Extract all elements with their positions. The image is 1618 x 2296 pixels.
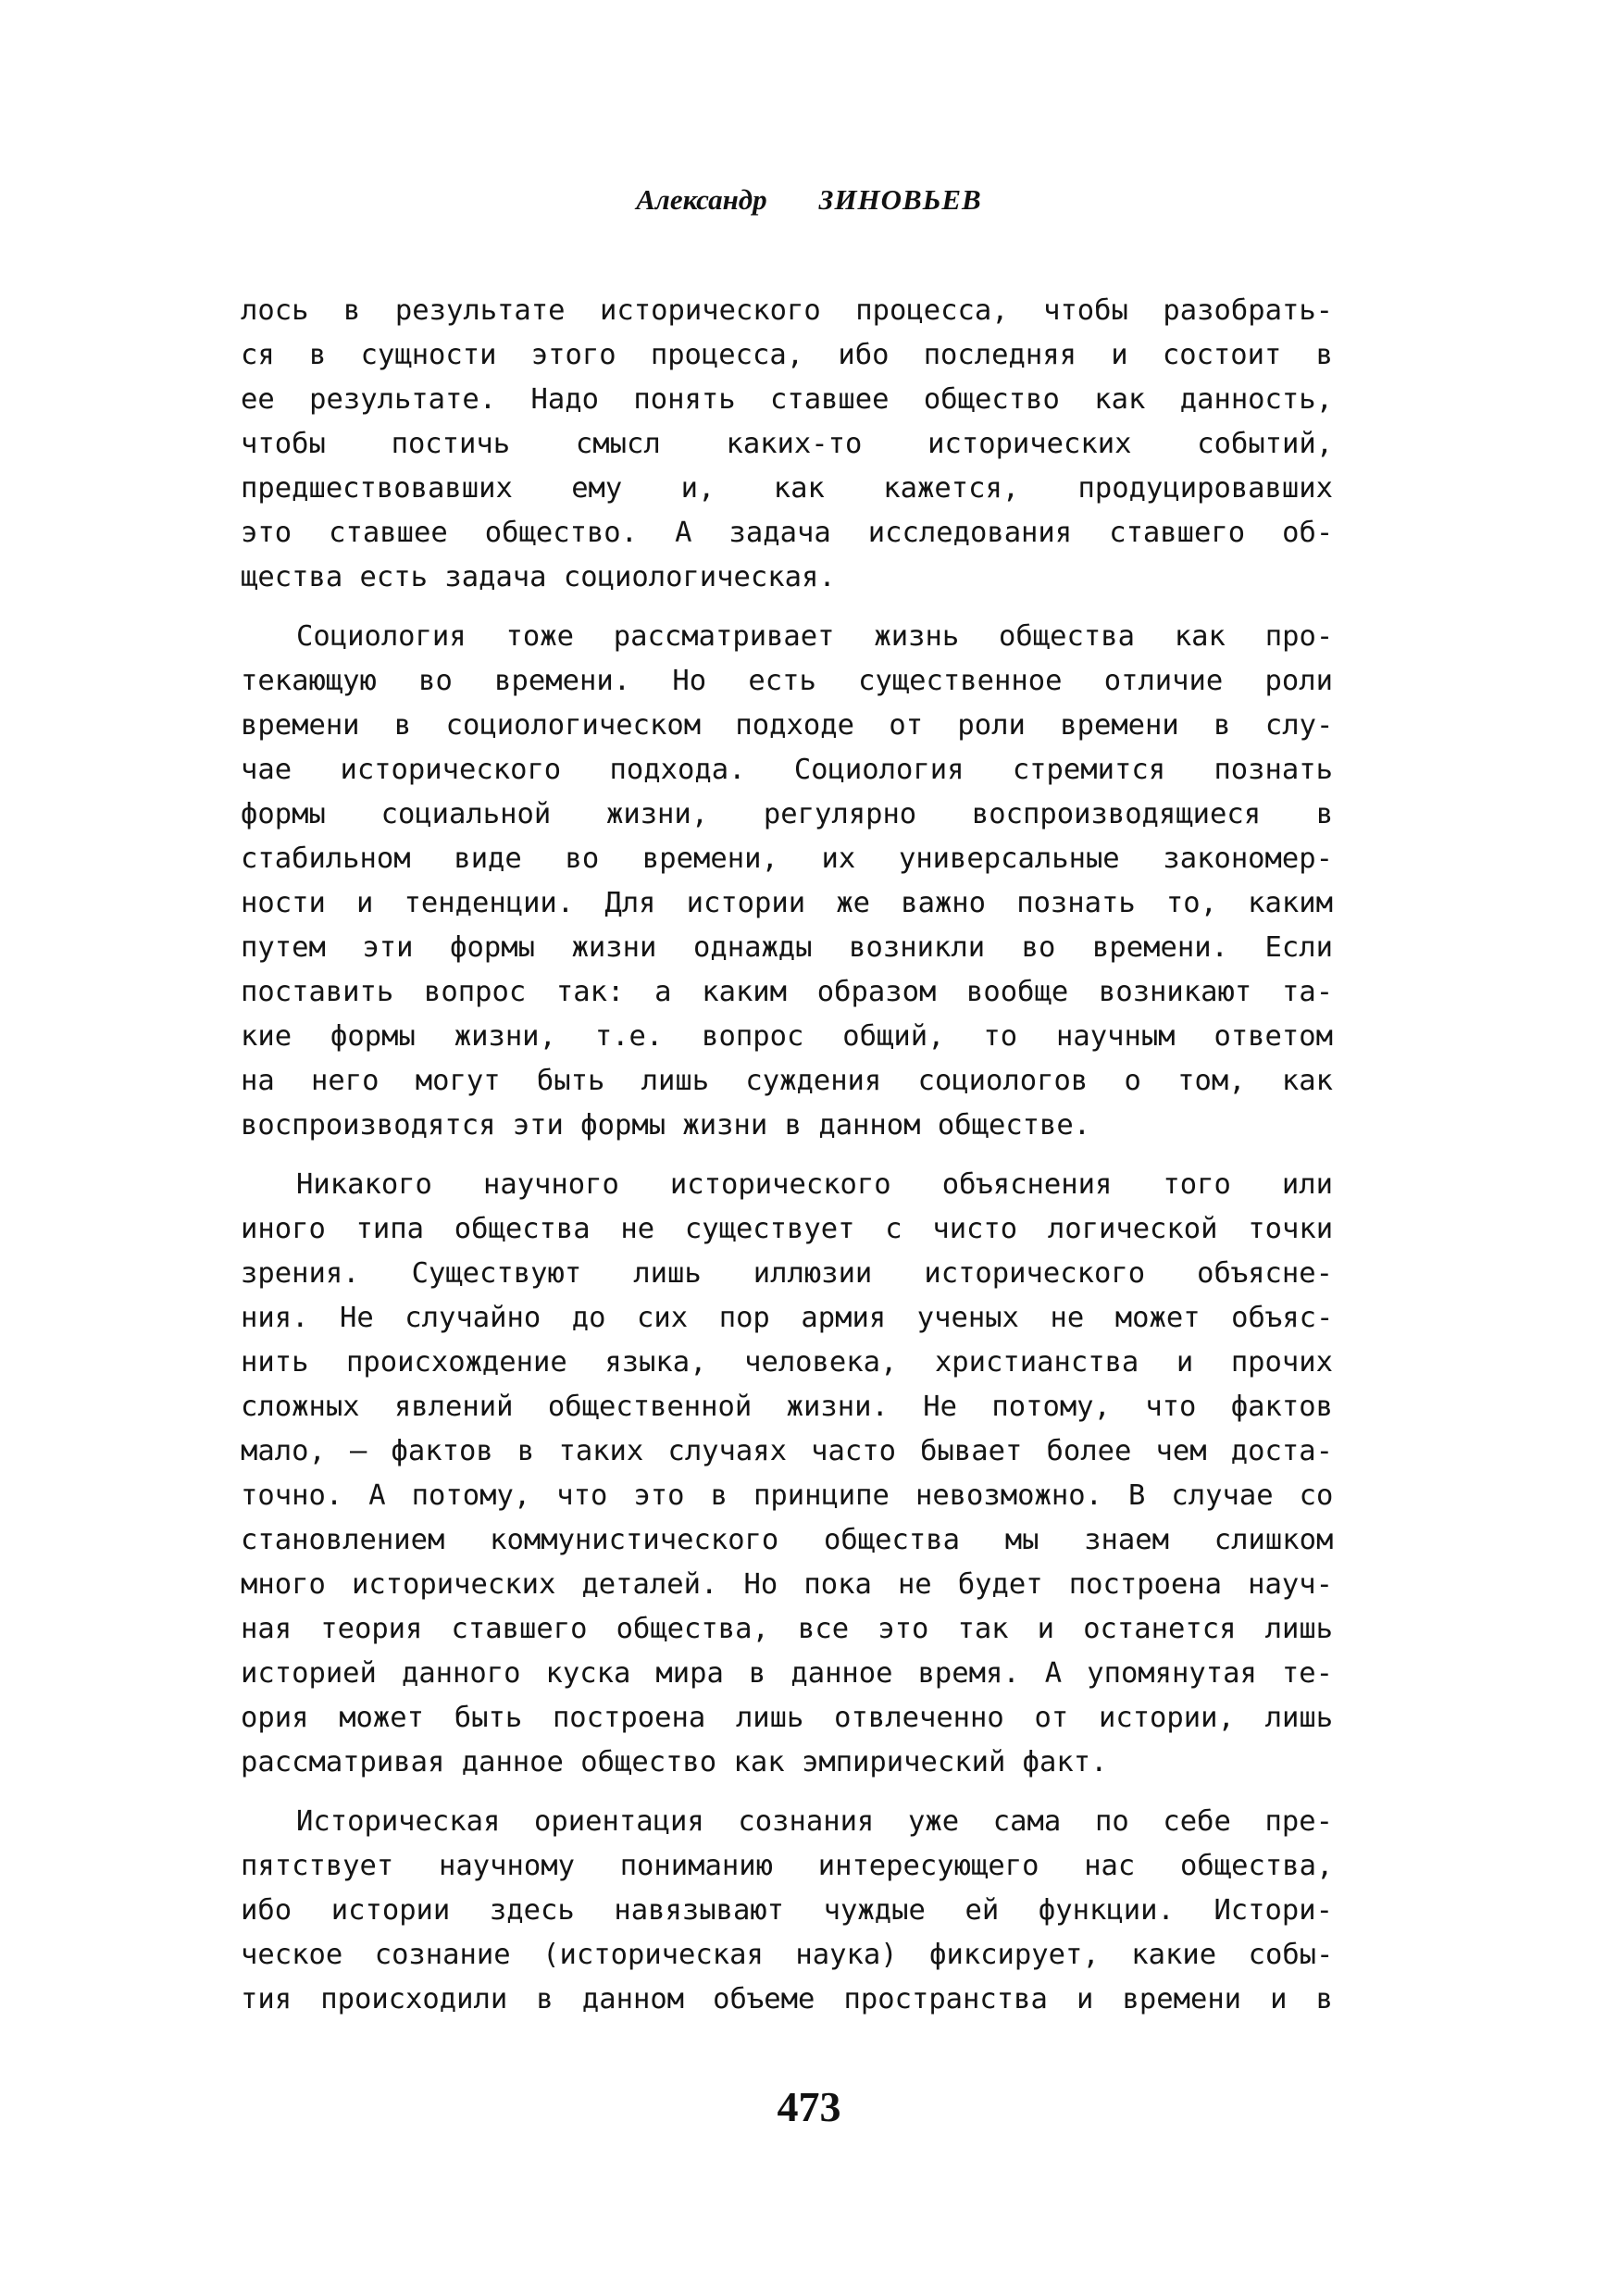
text-line: времени в социологическом подходе от роли времени в слу- bbox=[241, 709, 1334, 742]
author-first-name: Александр bbox=[636, 183, 767, 216]
text-line: точно. А потому, что это в принципе невозможно. В случае со bbox=[241, 1479, 1334, 1512]
running-head bbox=[0, 181, 1618, 218]
text-line: текающую во времени. Но есть существенное отличие роли bbox=[241, 665, 1333, 697]
text-line: много исторических деталей. Но пока не будет построена науч- bbox=[241, 1568, 1333, 1601]
body-text bbox=[241, 289, 1333, 2037]
text-line: ибо истории здесь навязывают чуждые ей функции. Истори- bbox=[241, 1894, 1333, 1927]
text-line: поставить вопрос так: а каким образом вообще возникают та- bbox=[241, 976, 1334, 1008]
text-line: Социология тоже рассматривает жизнь общества как про- bbox=[296, 620, 1334, 653]
paragraph-1 bbox=[241, 289, 1333, 600]
text-line: чтобы постичь смысл каких-то исторических событий, bbox=[241, 428, 1334, 460]
text-line: лось в результате исторического процесса, чтобы разобрать- bbox=[241, 294, 1334, 327]
text-line: сложных явлений общественной жизни. Не потому, что фактов bbox=[241, 1391, 1333, 1423]
text-line: щества есть задача социологическая. bbox=[241, 561, 836, 593]
text-line: ния. Не случайно до сих пор армия ученых не может объяс- bbox=[241, 1302, 1334, 1334]
paragraph-2 bbox=[241, 615, 1333, 1148]
text-line: ее результате. Надо понять ставшее общество как данность, bbox=[241, 383, 1333, 416]
text-line: путем эти формы жизни однажды возникли во времени. Если bbox=[241, 931, 1333, 964]
text-line: нить происхождение языка, человека, христианства и прочих bbox=[241, 1346, 1333, 1379]
text-line: рассматривая данное общество как эмпирический факт. bbox=[241, 1746, 1108, 1778]
text-line: пятствует научному пониманию интересующего нас общества, bbox=[241, 1850, 1334, 1882]
text-line: мало, — фактов в таких случаях часто бывает более чем доста- bbox=[241, 1435, 1333, 1467]
text-line: кие формы жизни, т.е. вопрос общий, то научным ответом bbox=[241, 1020, 1333, 1053]
text-line: предшествовавших ему и, как кажется, продуцировавших bbox=[241, 472, 1333, 505]
paragraph-3 bbox=[241, 1163, 1333, 1785]
page-number: 473 bbox=[777, 2083, 841, 2130]
text-line: Историческая ориентация сознания уже сама по себе пре- bbox=[296, 1805, 1333, 1838]
text-line: ся в сущности этого процесса, ибо последняя и состоит в bbox=[241, 339, 1333, 371]
text-line: иного типа общества не существует с чисто логической точки bbox=[241, 1213, 1334, 1245]
text-line: формы социальной жизни, регулярно воспроизводящиеся в bbox=[241, 798, 1334, 830]
text-line: чае исторического подхода. Социология стремится познать bbox=[241, 754, 1333, 786]
text-line: Никакого научного исторического объяснения того или bbox=[296, 1168, 1333, 1201]
text-line: ная теория ставшего общества, все это так и останется лишь bbox=[241, 1613, 1334, 1645]
text-line: стабильном виде во времени, их универсальные закономер- bbox=[241, 842, 1333, 875]
text-line: зрения. Существуют лишь иллюзии исторического объясне- bbox=[241, 1257, 1333, 1290]
author-last-name: ЗИНОВЬЕВ bbox=[818, 183, 982, 216]
text-line: на него могут быть лишь суждения социологов о том, как bbox=[241, 1065, 1333, 1097]
text-line: тия происходили в данном объеме пространства и времени и в bbox=[241, 1983, 1334, 2015]
text-line: ческое сознание (историческая наука) фиксирует, какие собы- bbox=[241, 1939, 1334, 1971]
paragraph-4 bbox=[241, 1800, 1333, 2022]
text-line: воспроизводятся эти формы жизни в данном обществе. bbox=[241, 1109, 1091, 1142]
text-line: ория может быть построена лишь отвлеченно от истории, лишь bbox=[241, 1702, 1334, 1734]
text-line: становлением коммунистического общества мы знаем слишком bbox=[241, 1524, 1334, 1556]
text-line: историей данного куска мира в данное время. А упомянутая те- bbox=[241, 1657, 1333, 1690]
text-line: ности и тенденции. Для истории же важно познать то, каким bbox=[241, 887, 1333, 919]
text-line: это ставшее общество. А задача исследования ставшего об- bbox=[241, 517, 1334, 549]
